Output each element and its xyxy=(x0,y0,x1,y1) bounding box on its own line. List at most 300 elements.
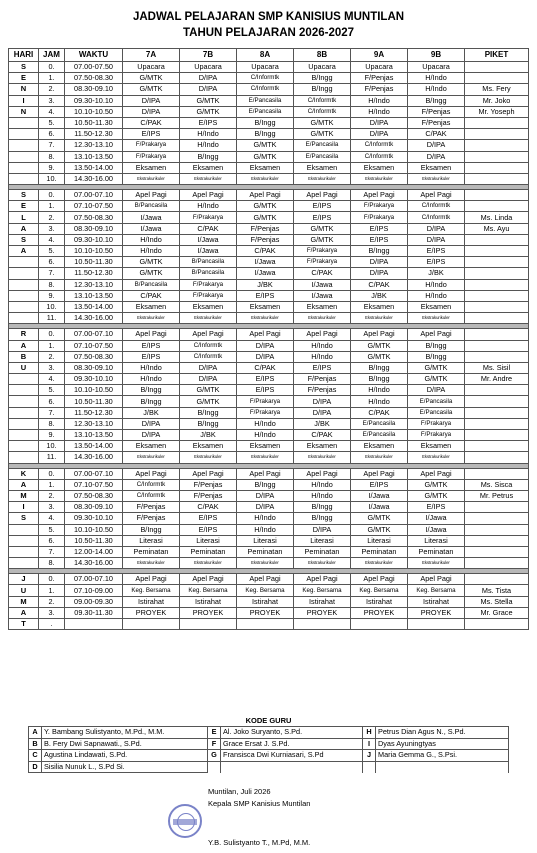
cell-jam: 9. xyxy=(39,290,65,301)
cell-c7a: B/Ingg xyxy=(123,396,180,407)
cell-waktu: 11.50-12.30 xyxy=(65,129,123,140)
cell-c8a: D/IPA xyxy=(237,340,294,351)
cell-piket xyxy=(465,619,529,630)
cell-c9a: H/Indo xyxy=(351,95,408,106)
cell-day: N xyxy=(9,84,39,95)
cell-c8b: I/Jawa xyxy=(294,290,351,301)
cell-c9b: Apel Pagi xyxy=(408,574,465,585)
cell-waktu: 13.10-13.50 xyxy=(65,151,123,162)
cell-c7a: E/IPS xyxy=(123,340,180,351)
cell-c9b: H/Indo xyxy=(408,73,465,84)
cell-piket xyxy=(465,268,529,279)
cell-c9b: Ekstrakurikuler xyxy=(408,452,465,463)
schedule-row xyxy=(9,73,529,84)
teacher-code xyxy=(208,761,221,773)
cell-c8a: Keg. Bersama xyxy=(237,585,294,596)
cell-c8b: F/Penjas xyxy=(294,385,351,396)
cell-jam: 4. xyxy=(39,513,65,524)
cell-c7a: Ekstrakurikuler xyxy=(123,558,180,569)
schedule-row xyxy=(9,140,529,151)
cell-day xyxy=(9,558,39,569)
header-8a: 8A xyxy=(237,49,294,62)
cell-waktu: 09.30-10.10 xyxy=(65,95,123,106)
teacher-code: D xyxy=(29,761,42,773)
signature-place-date: Muntilan, Juli 2026 xyxy=(208,787,271,796)
cell-c9a: I/Jawa xyxy=(351,490,408,501)
cell-c9b: E/IPS xyxy=(408,257,465,268)
cell-c8a: Eksamen xyxy=(237,162,294,173)
cell-day xyxy=(9,173,39,184)
cell-c7a: I/Jawa xyxy=(123,223,180,234)
cell-c9a: G/MTK xyxy=(351,513,408,524)
kode-guru-row xyxy=(29,738,509,750)
schedule-row xyxy=(9,479,529,490)
teacher-code: H xyxy=(363,727,376,739)
cell-day: U xyxy=(9,362,39,373)
cell-jam: 8. xyxy=(39,279,65,290)
cell-waktu: 12.30-13.10 xyxy=(65,279,123,290)
cell-c8a: Upacara xyxy=(237,62,294,73)
cell-waktu: 08.30-09.10 xyxy=(65,223,123,234)
cell-c8a: Literasi xyxy=(237,535,294,546)
cell-piket: Ms. Sisca xyxy=(465,479,529,490)
cell-c9b: J/BK xyxy=(408,268,465,279)
cell-jam: 9. xyxy=(39,162,65,173)
cell-c9a: Apel Pagi xyxy=(351,468,408,479)
cell-jam: 1. xyxy=(39,201,65,212)
cell-c9a: F/Prakarya xyxy=(351,212,408,223)
cell-waktu: 07.10-09.00 xyxy=(65,585,123,596)
cell-c7a: B/Ingg xyxy=(123,524,180,535)
cell-c7b: Eksamen xyxy=(180,301,237,312)
cell-c8b: Keg. Bersama xyxy=(294,585,351,596)
cell-day xyxy=(9,452,39,463)
cell-c8b: H/Indo xyxy=(294,351,351,362)
kode-guru-body xyxy=(29,727,509,773)
cell-c8b: C/PAK xyxy=(294,268,351,279)
cell-day: U xyxy=(9,585,39,596)
cell-jam: 4. xyxy=(39,234,65,245)
cell-c8b: Apel Pagi xyxy=(294,190,351,201)
cell-c8b: Ekstrakurikuler xyxy=(294,452,351,463)
cell-c9b: D/IPA xyxy=(408,234,465,245)
schedule-row xyxy=(9,362,529,373)
schedule-row xyxy=(9,468,529,479)
cell-piket xyxy=(465,558,529,569)
cell-day xyxy=(9,151,39,162)
cell-c9a: E/Pancasila xyxy=(351,430,408,441)
cell-c9b: Ekstrakurikuler xyxy=(408,313,465,324)
cell-c9a: C/Informtk xyxy=(351,140,408,151)
cell-c9a: Ekstrakurikuler xyxy=(351,558,408,569)
cell-jam: 2. xyxy=(39,84,65,95)
cell-c9a: PROYEK xyxy=(351,607,408,618)
cell-waktu: 14.30-16.00 xyxy=(65,452,123,463)
cell-c8a: G/MTK xyxy=(237,151,294,162)
teacher-code: G xyxy=(208,750,221,762)
cell-c8a: D/IPA xyxy=(237,502,294,513)
cell-c9b: Ekstrakurikuler xyxy=(408,558,465,569)
cell-c7b: G/MTK xyxy=(180,106,237,117)
teacher-name: Fransisca Dwi Kurniasari, S.Pd xyxy=(221,750,363,762)
schedule-row xyxy=(9,418,529,429)
cell-jam: 11. xyxy=(39,452,65,463)
cell-c7b: F/Prakarya xyxy=(180,290,237,301)
cell-c9a: D/IPA xyxy=(351,129,408,140)
cell-c9b: C/Informtk xyxy=(408,201,465,212)
cell-c9a: C/PAK xyxy=(351,407,408,418)
teacher-code: I xyxy=(363,738,376,750)
cell-c8a: F/Penjas xyxy=(237,223,294,234)
cell-waktu: 14.30-16.00 xyxy=(65,173,123,184)
cell-c9b: E/IPS xyxy=(408,246,465,257)
schedule-row xyxy=(9,351,529,362)
cell-piket xyxy=(465,513,529,524)
schedule-row xyxy=(9,62,529,73)
schedule-row xyxy=(9,452,529,463)
cell-c7a: Apel Pagi xyxy=(123,329,180,340)
cell-c8a: G/MTK xyxy=(237,212,294,223)
cell-c8b: G/MTK xyxy=(294,234,351,245)
cell-c9a: Ekstrakurikuler xyxy=(351,173,408,184)
cell-c8a: B/Ingg xyxy=(237,479,294,490)
cell-day: T xyxy=(9,619,39,630)
cell-c7a: G/MTK xyxy=(123,84,180,95)
cell-c9b: H/Indo xyxy=(408,279,465,290)
signature-name: Y.B. Sulistyanto T., M.Pd, M.M. xyxy=(208,838,311,847)
cell-day xyxy=(9,385,39,396)
cell-waktu: 07.50-08.30 xyxy=(65,351,123,362)
schedule-row xyxy=(9,84,529,95)
cell-piket xyxy=(465,524,529,535)
cell-c8b: H/Indo xyxy=(294,340,351,351)
cell-c7b: F/Penjas xyxy=(180,490,237,501)
cell-c8a xyxy=(237,619,294,630)
cell-c7a: D/IPA xyxy=(123,106,180,117)
cell-waktu: 13.10-13.50 xyxy=(65,290,123,301)
document-title: JADWAL PELAJARAN SMP KANISIUS MUNTILAN xyxy=(132,11,405,23)
cell-c9b: I/Jawa xyxy=(408,513,465,524)
cell-c7b: Upacara xyxy=(180,62,237,73)
cell-c8a: Eksamen xyxy=(237,301,294,312)
cell-c7a: Ekstrakurikuler xyxy=(123,173,180,184)
cell-c7a: Literasi xyxy=(123,535,180,546)
cell-day: S xyxy=(9,190,39,201)
cell-c9b: F/Penjas xyxy=(408,106,465,117)
cell-c8b: Peminatan xyxy=(294,546,351,557)
cell-c8b: Istirahat xyxy=(294,596,351,607)
cell-c9a: D/IPA xyxy=(351,117,408,128)
teacher-name: Al. Joko Suryanto, S.Pd. xyxy=(221,727,363,739)
cell-c9b: F/Prakarya xyxy=(408,418,465,429)
teacher-name: Petrus Dian Agus N., S.Pd. xyxy=(376,727,509,739)
schedule-row xyxy=(9,173,529,184)
schedule-row xyxy=(9,162,529,173)
cell-c8b: E/Pancasila xyxy=(294,151,351,162)
cell-c8b: Eksamen xyxy=(294,441,351,452)
cell-jam: 4. xyxy=(39,106,65,117)
cell-waktu: 07.00-07.10 xyxy=(65,190,123,201)
cell-c7a: H/Indo xyxy=(123,374,180,385)
schedule-row xyxy=(9,535,529,546)
cell-c8b: Apel Pagi xyxy=(294,468,351,479)
cell-c7b: H/Indo xyxy=(180,140,237,151)
cell-day xyxy=(9,313,39,324)
cell-c8a: E/IPS xyxy=(237,374,294,385)
cell-day: A xyxy=(9,479,39,490)
teacher-name: Y. Bambang Sulistyanto, M.Pd., M.M. xyxy=(42,727,208,739)
schedule-row xyxy=(9,257,529,268)
teacher-code: C xyxy=(29,750,42,762)
cell-day: S xyxy=(9,62,39,73)
cell-day xyxy=(9,162,39,173)
schedule-row xyxy=(9,234,529,245)
cell-c9b: C/PAK xyxy=(408,129,465,140)
cell-piket xyxy=(465,73,529,84)
schedule-row xyxy=(9,596,529,607)
cell-c9b: D/IPA xyxy=(408,151,465,162)
cell-waktu: 10.50-11.30 xyxy=(65,535,123,546)
cell-day: S xyxy=(9,513,39,524)
kode-guru-table xyxy=(28,726,509,773)
cell-jam: 7. xyxy=(39,407,65,418)
cell-c9b xyxy=(408,619,465,630)
cell-piket xyxy=(465,279,529,290)
cell-c8b: H/Indo xyxy=(294,490,351,501)
cell-piket: Ms. Tista xyxy=(465,585,529,596)
cell-c7a: E/IPS xyxy=(123,129,180,140)
cell-piket xyxy=(465,62,529,73)
cell-waktu: 13.10-13.50 xyxy=(65,430,123,441)
cell-c7b: D/IPA xyxy=(180,374,237,385)
cell-c7a: Apel Pagi xyxy=(123,468,180,479)
cell-day: R xyxy=(9,329,39,340)
cell-piket: Mr. Petrus xyxy=(465,490,529,501)
cell-piket xyxy=(465,502,529,513)
cell-c7b: Peminatan xyxy=(180,546,237,557)
cell-c9b: PROYEK xyxy=(408,607,465,618)
cell-piket: Ms. Linda xyxy=(465,212,529,223)
schedule-row xyxy=(9,95,529,106)
cell-c9a: Istirahat xyxy=(351,596,408,607)
cell-day: M xyxy=(9,596,39,607)
cell-c9b: I/Jawa xyxy=(408,524,465,535)
cell-jam: 9. xyxy=(39,430,65,441)
cell-c7a: Peminatan xyxy=(123,546,180,557)
cell-c7b: G/MTK xyxy=(180,95,237,106)
cell-c8a: Ekstrakurikuler xyxy=(237,452,294,463)
cell-c9a: Apel Pagi xyxy=(351,329,408,340)
cell-piket xyxy=(465,234,529,245)
cell-jam: 4. xyxy=(39,374,65,385)
cell-waktu: 09.30-10.10 xyxy=(65,513,123,524)
cell-day: I xyxy=(9,95,39,106)
cell-c8a: C/Informtk xyxy=(237,84,294,95)
cell-piket xyxy=(465,385,529,396)
cell-piket xyxy=(465,407,529,418)
schedule-row xyxy=(9,313,529,324)
schedule-row xyxy=(9,407,529,418)
cell-day xyxy=(9,129,39,140)
cell-c9a: Apel Pagi xyxy=(351,574,408,585)
cell-piket xyxy=(465,468,529,479)
cell-c7a: Eksamen xyxy=(123,301,180,312)
header-waktu: WAKTU xyxy=(65,49,123,62)
cell-c7b: Eksamen xyxy=(180,162,237,173)
cell-jam: 0. xyxy=(39,574,65,585)
cell-day xyxy=(9,524,39,535)
cell-c8b: PROYEK xyxy=(294,607,351,618)
cell-piket xyxy=(465,190,529,201)
cell-day xyxy=(9,279,39,290)
cell-day xyxy=(9,441,39,452)
cell-c9a: Ekstrakurikuler xyxy=(351,452,408,463)
cell-c9a: Apel Pagi xyxy=(351,190,408,201)
cell-waktu: 08.30-09.10 xyxy=(65,502,123,513)
cell-c8a: Apel Pagi xyxy=(237,468,294,479)
cell-c9a: Literasi xyxy=(351,535,408,546)
cell-piket xyxy=(465,546,529,557)
cell-c7a: H/Indo xyxy=(123,234,180,245)
cell-waktu: 09.30-10.10 xyxy=(65,374,123,385)
cell-c7b: Eksamen xyxy=(180,441,237,452)
teacher-code: J xyxy=(363,750,376,762)
cell-piket xyxy=(465,418,529,429)
cell-jam: 0. xyxy=(39,62,65,73)
cell-c8b: C/Informtk xyxy=(294,106,351,117)
cell-day xyxy=(9,257,39,268)
schedule-row xyxy=(9,430,529,441)
schedule-row xyxy=(9,558,529,569)
cell-c9b: H/Indo xyxy=(408,84,465,95)
cell-c8a: D/IPA xyxy=(237,351,294,362)
cell-c7a: B/Ingg xyxy=(123,385,180,396)
cell-c8a: Ekstrakurikuler xyxy=(237,313,294,324)
cell-c7a xyxy=(123,619,180,630)
cell-piket xyxy=(465,430,529,441)
schedule-row xyxy=(9,106,529,117)
cell-c8b: C/Informtk xyxy=(294,95,351,106)
cell-piket: Ms. Stella xyxy=(465,596,529,607)
cell-jam: 3. xyxy=(39,223,65,234)
cell-c8b: F/Prakarya xyxy=(294,257,351,268)
cell-c7a: Apel Pagi xyxy=(123,574,180,585)
schedule-header-row xyxy=(9,49,529,62)
cell-c7b: Keg. Bersama xyxy=(180,585,237,596)
cell-c8b: B/Ingg xyxy=(294,513,351,524)
cell-waktu: 10.50-11.30 xyxy=(65,257,123,268)
cell-jam: 11. xyxy=(39,313,65,324)
schedule-row xyxy=(9,574,529,585)
cell-waktu xyxy=(65,619,123,630)
cell-c7b: I/Jawa xyxy=(180,246,237,257)
cell-jam: 10. xyxy=(39,441,65,452)
cell-c9b: F/Penjas xyxy=(408,117,465,128)
cell-day xyxy=(9,301,39,312)
cell-c9b: Apel Pagi xyxy=(408,329,465,340)
cell-c7b: E/IPS xyxy=(180,513,237,524)
cell-c8b: Apel Pagi xyxy=(294,574,351,585)
cell-waktu: 07.00-07.10 xyxy=(65,329,123,340)
cell-piket: Ms. Ayu xyxy=(465,223,529,234)
cell-jam: 2. xyxy=(39,212,65,223)
cell-c9b: B/Ingg xyxy=(408,95,465,106)
cell-c7a: D/IPA xyxy=(123,418,180,429)
cell-c8a: F/Prakarya xyxy=(237,396,294,407)
kode-guru-row xyxy=(29,750,509,762)
cell-waktu: 13.50-14.00 xyxy=(65,441,123,452)
cell-c8a: Apel Pagi xyxy=(237,329,294,340)
cell-c7b: Apel Pagi xyxy=(180,190,237,201)
cell-waktu: 07.10-07.50 xyxy=(65,201,123,212)
cell-c8a: C/Informtk xyxy=(237,73,294,84)
cell-piket xyxy=(465,151,529,162)
cell-c8a: C/PAK xyxy=(237,246,294,257)
cell-jam: 7. xyxy=(39,268,65,279)
cell-c9a: I/Jawa xyxy=(351,502,408,513)
schedule-row xyxy=(9,340,529,351)
cell-c7b: F/Penjas xyxy=(180,479,237,490)
cell-c7b: I/Jawa xyxy=(180,234,237,245)
cell-c7a: F/Penjas xyxy=(123,502,180,513)
cell-c7a: Eksamen xyxy=(123,162,180,173)
cell-piket xyxy=(465,396,529,407)
cell-waktu: 12.00-14.00 xyxy=(65,546,123,557)
cell-waktu: 07.50-08.30 xyxy=(65,73,123,84)
cell-piket: Ms. Sisil xyxy=(465,362,529,373)
cell-c9b: Peminatan xyxy=(408,546,465,557)
cell-c7a: Ekstrakurikuler xyxy=(123,452,180,463)
teacher-code: E xyxy=(208,727,221,739)
schedule-table xyxy=(8,48,529,630)
cell-piket xyxy=(465,257,529,268)
cell-c7b: C/Informtk xyxy=(180,340,237,351)
cell-waktu: 09.30-10.10 xyxy=(65,234,123,245)
cell-c8b: E/IPS xyxy=(294,212,351,223)
cell-c9b: G/MTK xyxy=(408,374,465,385)
header-9a: 9A xyxy=(351,49,408,62)
cell-piket xyxy=(465,329,529,340)
cell-day xyxy=(9,140,39,151)
cell-c9b: B/Ingg xyxy=(408,351,465,362)
teacher-code: B xyxy=(29,738,42,750)
cell-c8a: Apel Pagi xyxy=(237,190,294,201)
schedule-row xyxy=(9,117,529,128)
cell-waktu: 13.50-14.00 xyxy=(65,301,123,312)
cell-c9b: E/Pancasila xyxy=(408,396,465,407)
cell-piket xyxy=(465,140,529,151)
cell-day: A xyxy=(9,223,39,234)
cell-c9b: E/Pancasila xyxy=(408,407,465,418)
cell-jam: 6. xyxy=(39,257,65,268)
cell-c9a: C/Informtk xyxy=(351,151,408,162)
schedule-row xyxy=(9,301,529,312)
cell-c7b: B/Pancasila xyxy=(180,257,237,268)
header-7a: 7A xyxy=(123,49,180,62)
cell-c9b: G/MTK xyxy=(408,479,465,490)
signature-role: Kepala SMP Kanisius Muntilan xyxy=(208,799,311,808)
cell-waktu: 07.50-08.30 xyxy=(65,212,123,223)
schedule-row xyxy=(9,607,529,618)
cell-waktu: 12.30-13.10 xyxy=(65,418,123,429)
cell-c7b: D/IPA xyxy=(180,73,237,84)
cell-c9a: F/Penjas xyxy=(351,84,408,95)
schedule-row xyxy=(9,546,529,557)
cell-c8b: E/IPS xyxy=(294,201,351,212)
cell-waktu: 10.10-10.50 xyxy=(65,385,123,396)
cell-piket xyxy=(465,117,529,128)
schedule-row xyxy=(9,513,529,524)
